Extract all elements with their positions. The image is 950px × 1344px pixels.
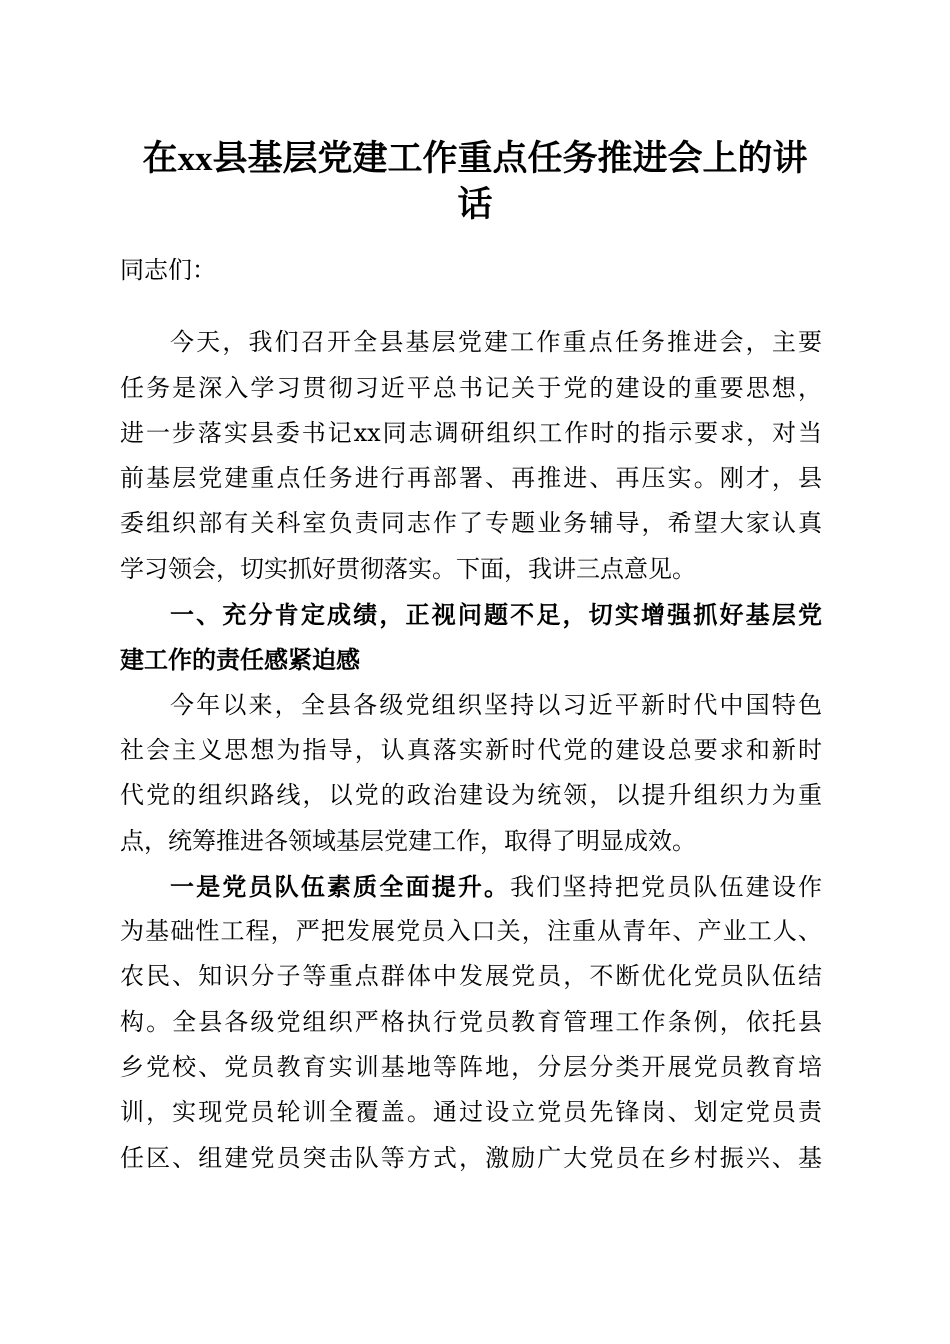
text-line: [120, 1045, 822, 1090]
text-line: [120, 954, 822, 999]
section-heading: [120, 592, 822, 683]
paragraph: [120, 320, 822, 592]
title-line-1: 在xx县基层党建工作重点任务推进会上的讲: [142, 139, 808, 178]
text-line: [120, 1000, 822, 1045]
line-text: 乡党校、党员教育实训基地等阵地，分层分类开展党员教育培: [120, 1053, 822, 1082]
title-line-2: 话: [457, 185, 493, 224]
text-line: [120, 320, 822, 365]
line-text: 一、充分肯定成绩，正视问题不足，切实增强抓好基层党: [170, 600, 822, 630]
text-line: [120, 1090, 822, 1135]
text-line: [120, 411, 822, 456]
document-body: [120, 248, 822, 1181]
line-text: 代党的组织路线，以党的政治建设为统领，以提升组织力为重: [120, 781, 822, 810]
line-text: 训，实现党员轮训全覆盖。通过设立党员先锋岗、划定党员责: [120, 1098, 822, 1127]
line-text: 为基础性工程，严把发展党员入口关，注重从青年、产业工人、: [120, 917, 822, 946]
line-text: 进一步落实县委书记xx同志调研组织工作时的指示要求，对当: [120, 418, 822, 447]
line-text: 今天，我们召开全县基层党建工作重点任务推进会，主要: [170, 328, 822, 357]
paragraph: [120, 864, 822, 1181]
text-line: [120, 683, 822, 728]
text-line: [120, 909, 822, 954]
line-text: 任务是深入学习贯彻习近平总书记关于党的建设的重要思想，: [120, 373, 822, 402]
text-line: [120, 773, 822, 818]
line-text: 建工作的责任感紧迫感: [120, 645, 360, 675]
text-line: [120, 728, 822, 773]
salutation: 同志们：: [120, 256, 216, 284]
line-text: 今年以来，全县各级党组织坚持以习近平新时代中国特色: [170, 690, 822, 719]
line-text: 委组织部有关科室负责同志作了专题业务辅导，希望大家认真: [120, 509, 822, 538]
text-line: [120, 1136, 822, 1181]
text-line: [120, 456, 822, 501]
text-line: [120, 819, 822, 864]
text-line: [120, 864, 822, 909]
line-text: 前基层党建重点任务进行再部署、再推进、再压实。刚才，县: [120, 464, 822, 493]
paragraph: [120, 683, 822, 864]
lead-phrase: 一是党员队伍素质全面提升。: [170, 871, 511, 901]
text-line: [120, 501, 822, 546]
line-text: 构。全县各级党组织严格执行党员教育管理工作条例，依托县: [120, 1007, 822, 1036]
text-line: [120, 637, 822, 682]
line-text: 点，统筹推进各领域基层党建工作，取得了明显成效。: [120, 826, 696, 855]
text-line: [120, 547, 822, 592]
line-text: 任区、组建党员突击队等方式，激励广大党员在乡村振兴、基: [120, 1143, 822, 1172]
line-text: 我们坚持把党员队伍建设作: [510, 872, 823, 901]
line-text: 学习领会，切实抓好贯彻落实。下面，我讲三点意见。: [120, 554, 696, 583]
line-text: 农民、知识分子等重点群体中发展党员，不断优化党员队伍结: [120, 962, 822, 991]
document-title: [100, 136, 850, 228]
text-line: [120, 592, 822, 637]
line-text: 社会主义思想为指导，认真落实新时代党的建设总要求和新时: [120, 735, 822, 764]
text-line: [120, 366, 822, 411]
